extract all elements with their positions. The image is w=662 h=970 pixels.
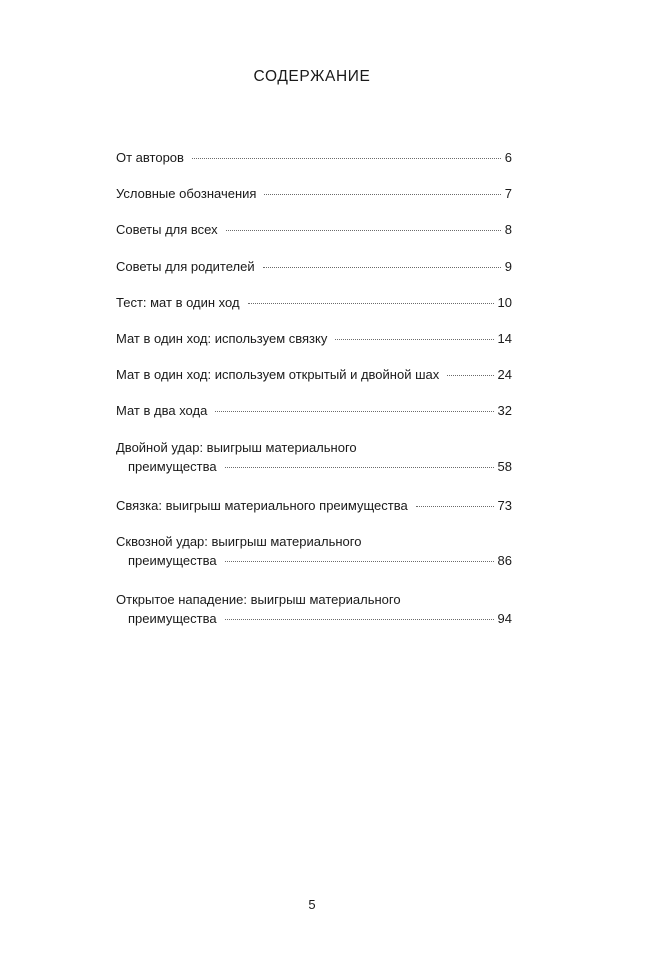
dot-leader (226, 229, 501, 231)
toc-entry-label: Открытое нападение: выигрыш материального (116, 591, 401, 607)
toc-entry-label: Условные обозначения (116, 186, 257, 202)
toc-entry (116, 220, 512, 239)
toc-entry (116, 148, 512, 167)
toc-entry (116, 401, 512, 420)
toc-entry-label: Мат в два хода (116, 403, 208, 419)
toc-entry-label-continued: преимущества (128, 458, 217, 474)
toc-entry (116, 257, 512, 276)
toc-entry-label: Советы для всех (116, 222, 218, 238)
toc-entry-page: 14 (497, 330, 512, 346)
toc-entry-label: От авторов (116, 150, 184, 165)
toc-entry-label: Связка: выигрыш материального преимущества (116, 497, 408, 513)
toc-entry-label-continued: преимущества (128, 552, 217, 568)
toc-entry (116, 590, 512, 628)
toc-entry-page: 10 (497, 294, 512, 310)
toc-entry-page: 8 (504, 222, 512, 238)
dot-leader (447, 374, 493, 376)
page-title: СОДЕРЖАНИЕ (253, 68, 371, 85)
toc-entry-label: Тест: мат в один ход (116, 294, 240, 310)
dot-leader (248, 302, 494, 304)
page-number: 5 (308, 897, 316, 912)
dot-leader (225, 560, 494, 562)
dot-leader (264, 193, 500, 195)
toc-entry-page: 7 (504, 186, 512, 202)
dot-leader (225, 618, 494, 620)
toc-entry (116, 293, 512, 312)
dot-leader (263, 266, 501, 268)
toc-entry-page: 58 (497, 458, 512, 474)
dot-leader (192, 157, 501, 159)
toc-entry-page: 73 (497, 497, 512, 513)
toc-entry-page: 24 (497, 367, 512, 383)
toc-entry (116, 532, 512, 570)
toc-entry (116, 365, 512, 384)
toc-entry-label: Двойной удар: выигрыш материального (116, 439, 357, 455)
toc-entry-page: 86 (497, 552, 512, 568)
table-of-contents (116, 148, 512, 648)
toc-entry-page: 32 (497, 403, 512, 419)
toc-entry (116, 184, 512, 203)
dot-leader (225, 466, 494, 468)
toc-entry-page: 6 (504, 150, 512, 165)
dot-leader (335, 338, 493, 340)
toc-entry-label-continued: преимущества (128, 610, 217, 626)
toc-entry-label: Мат в один ход: используем открытый и двойной шах (116, 367, 440, 383)
toc-entry-label: Мат в один ход: используем связку (116, 330, 328, 346)
toc-entry-page: 94 (497, 610, 512, 626)
toc-entry (116, 496, 512, 515)
toc-entry-label: Сквозной удар: выигрыш материального (116, 533, 362, 549)
toc-entry (116, 438, 512, 476)
toc-entry-page: 9 (504, 258, 512, 274)
toc-entry-label: Советы для родителей (116, 258, 255, 274)
dot-leader (416, 505, 494, 507)
dot-leader (215, 410, 493, 412)
toc-entry (116, 329, 512, 348)
